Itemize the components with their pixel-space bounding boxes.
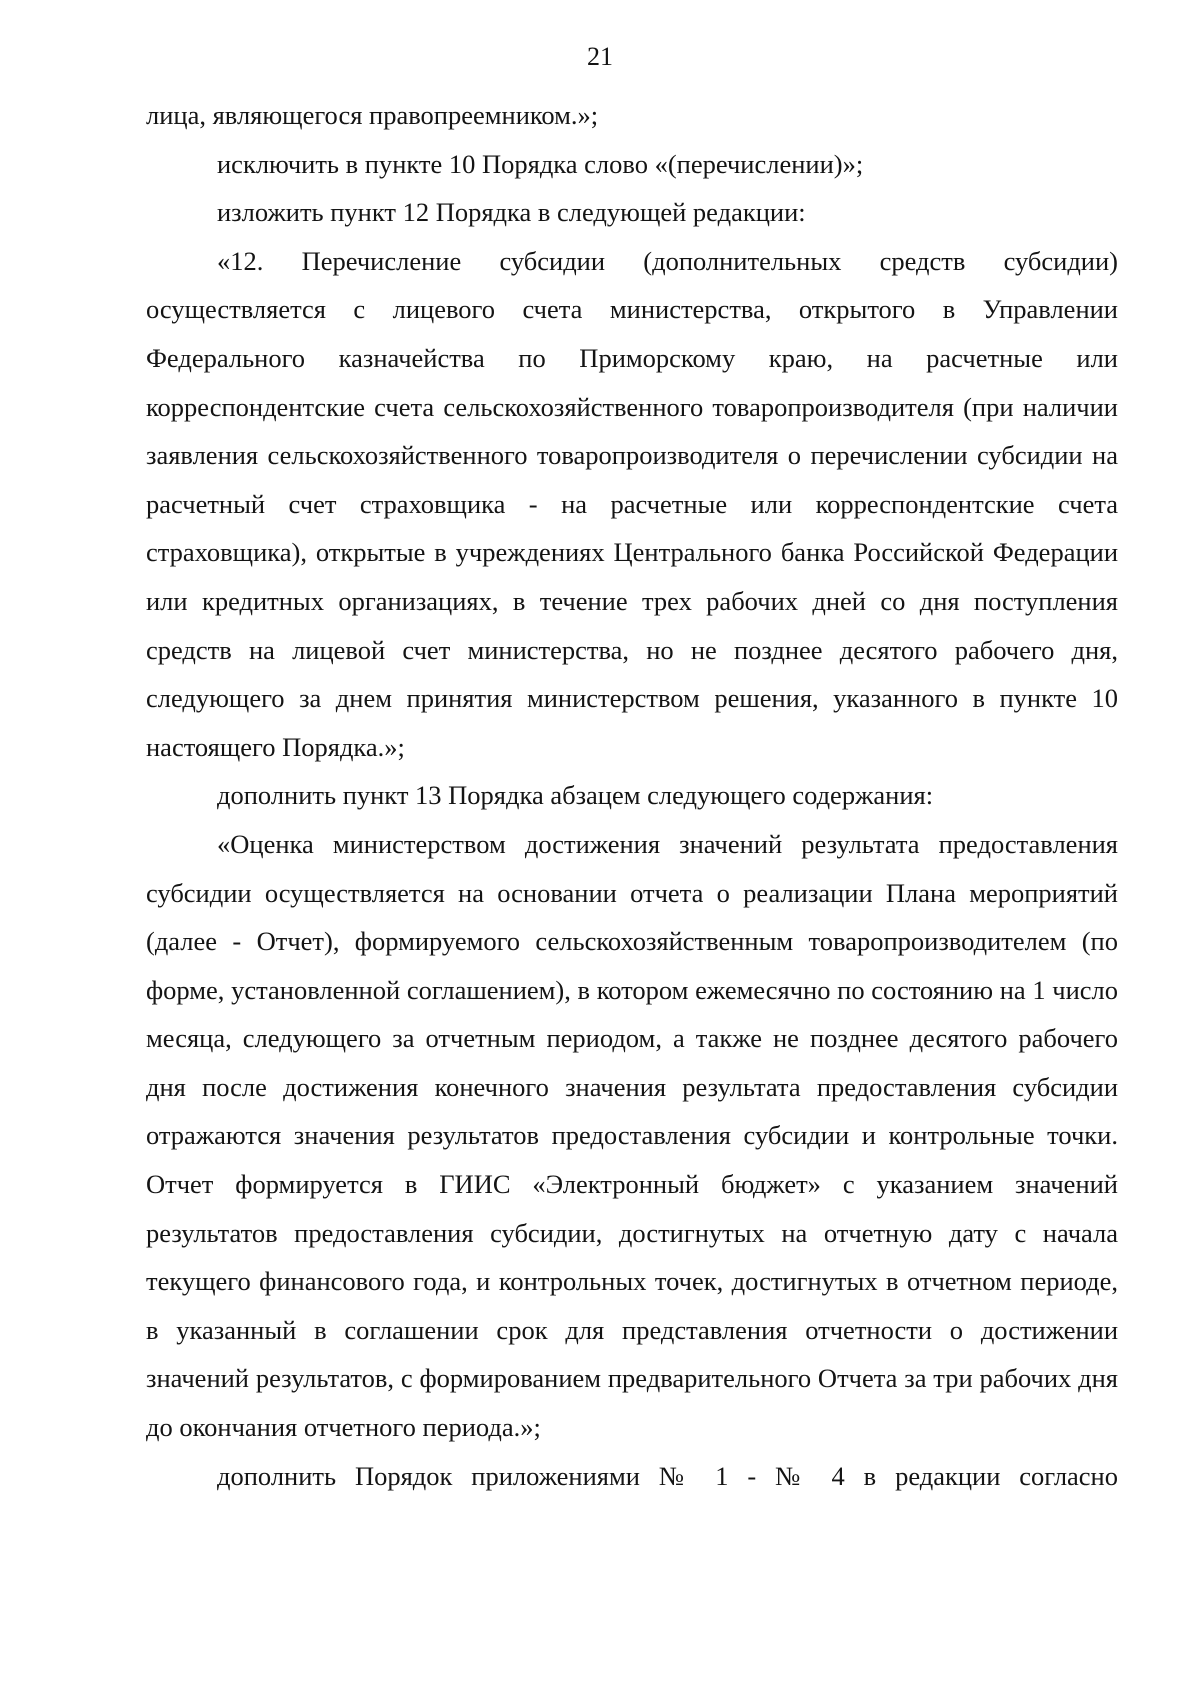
- paragraph-supplement-point-13: дополнить пункт 13 Порядка абзацем следующего содержания:: [217, 780, 934, 811]
- paragraph-supplement-appendices: дополнить Порядок приложениями № 1 - № 4 в редакции согласно: [217, 1460, 1118, 1491]
- paragraph-continuation: лица, являющегося правопреемником.»;: [146, 100, 599, 130]
- paragraph-exclude-word: исключить в пункте 10 Порядка слово «(перечислении)»;: [217, 148, 864, 179]
- page-number: 21: [587, 42, 613, 71]
- paragraph-assessment-text: «Оценка министерством достижения значений результата предоставления субсидии осуществляется на основании отчета о реализации Плана мероприятий (далее - Отчет), формируемого сельскохозяйственным товаропроизводителем (по форме, установленной соглашением), в котором ежемесячно по состоянию на 1 число месяца, следующего за отчетным периодом, а также не позднее десятого рабочего дня после достижения конечного значения результата предоставления субсидии отражаются значения результатов предоставления субсидии и контрольные точки. Отчет формируется в ГИИС «Электронный бюджет» с указанием значений результатов предоставления субсидии, достигнутых на отчетную дату с начала текущего финансового года, и контрольных точек, достигнутых в отчетном периоде, в указанный в соглашении срок для представления отчетности о достижении значений результатов, с формированием предварительного Отчета за три рабочих дня до окончания отчетного периода.»;: [146, 828, 1118, 1443]
- paragraph-restate-point-12: изложить пункт 12 Порядка в следующей редакции:: [217, 197, 806, 228]
- paragraph-point-12-text: «12. Перечисление субсидии (дополнительных средств субсидии) осуществляется с лицевого счета министерства, открытого в Управлении Федерального казначейства по Приморскому краю, на расчетные или корреспондентские счета сельскохозяйственного товаропроизводителя (при наличии заявления сельскохозяйственного товаропроизводителя о перечислении субсидии на расчетный счет страховщика - на расчетные или корреспондентские счета страховщика), открытые в учреждениях Центрального банка Российской Федерации или кредитных организациях, в течение трех рабочих дней со дня поступления средств на лицевой счет министерства, но не позднее десятого рабочего дня, следующего за днем принятия министерством решения, указанного в пункте 10 настоящего Порядка.»;: [146, 245, 1118, 762]
- document-body: [146, 91, 1118, 1500]
